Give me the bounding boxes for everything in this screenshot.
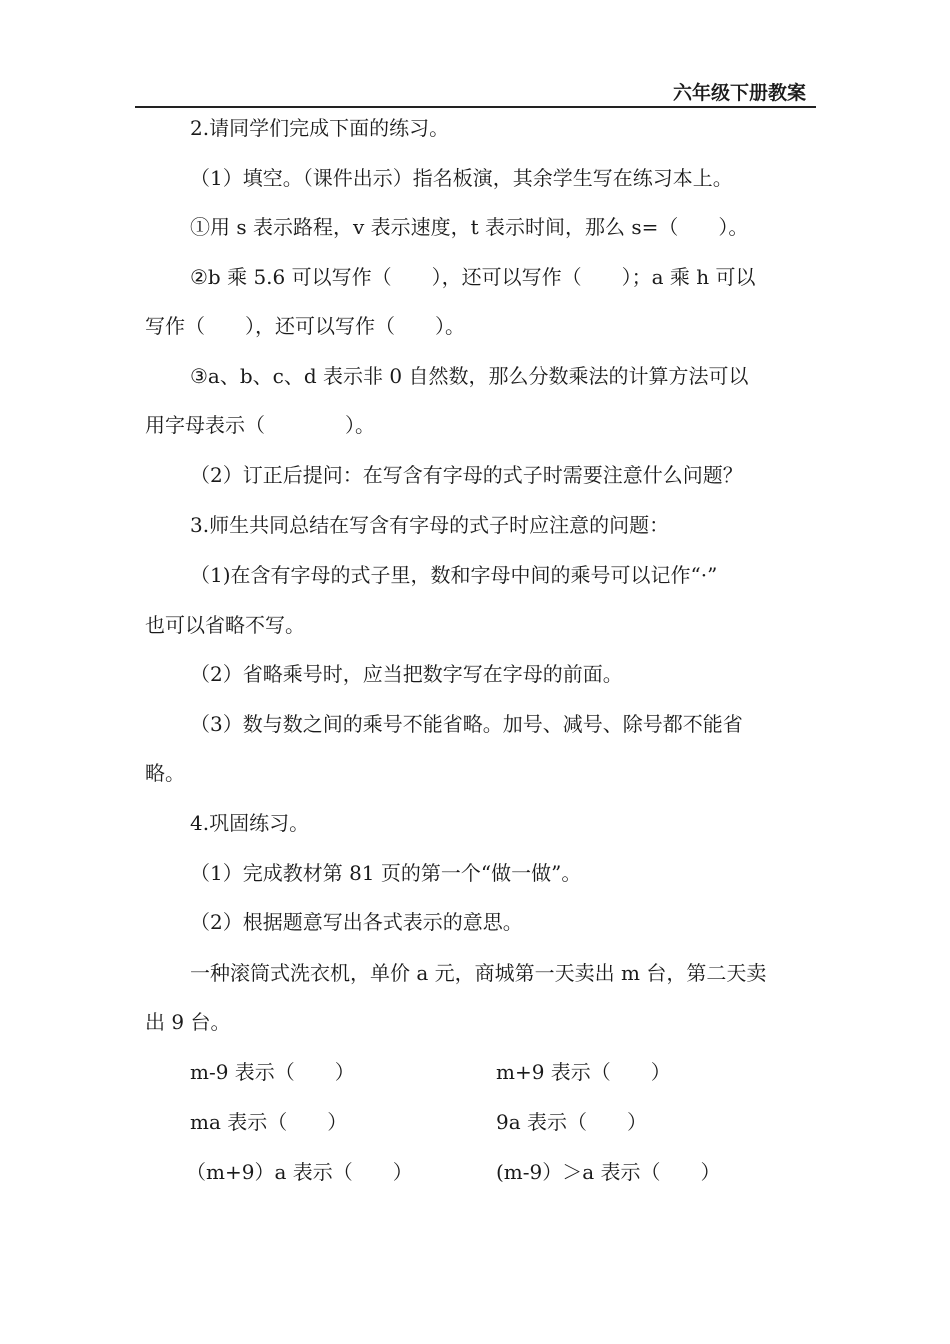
- text-line: 2.请同学们完成下面的练习。: [190, 116, 450, 140]
- header-title: 六年级下册教案: [672, 82, 806, 104]
- text-line: 略。: [145, 761, 185, 785]
- expression-left: ma 表示（ ）: [190, 1110, 348, 1134]
- text-line: ①用 s 表示路程，v 表示速度，t 表示时间，那么 s=（ ）。: [190, 215, 749, 239]
- text-line: （2）订正后提问：在写含有字母的式子时需要注意什么问题？: [190, 463, 743, 487]
- text-line: （1)在含有字母的式子里，数和字母中间的乘号可以记作“·”: [190, 563, 718, 587]
- text-line: （1）填空。（课件出示）指名板演，其余学生写在练习本上。: [190, 166, 733, 190]
- expression-right: m+9 表示（ ）: [496, 1060, 671, 1084]
- expression-left: （m+9）a 表示（ ）: [186, 1160, 413, 1184]
- text-line: （3）数与数之间的乘号不能省略。加号、减号、除号都不能省: [190, 712, 743, 736]
- text-line: 出 9 台。: [145, 1010, 231, 1034]
- text-line: （1）完成教材第 81 页的第一个“做一做”。: [190, 861, 582, 885]
- text-line: 4.巩固练习。: [190, 811, 310, 835]
- text-line: ③a、b、c、d 表示非 0 自然数，那么分数乘法的计算方法可以: [190, 364, 749, 388]
- text-line: （2）省略乘号时，应当把数字写在字母的前面。: [190, 662, 623, 686]
- text-line: ②b 乘 5.6 可以写作（ ），还可以写作（ ）；a 乘 h 可以: [190, 265, 756, 289]
- expression-left: m-9 表示（ ）: [190, 1060, 355, 1084]
- text-line: （2）根据题意写出各式表示的意思。: [190, 910, 523, 934]
- text-line: 写作（ ），还可以写作（ ）。: [145, 314, 465, 338]
- text-line: 一种滚筒式洗衣机，单价 a 元，商城第一天卖出 m 台，第二天卖: [190, 961, 767, 985]
- text-line: 也可以省略不写。: [145, 613, 305, 637]
- page-header: [135, 76, 816, 108]
- expression-right: 9a 表示（ ）: [496, 1110, 648, 1134]
- text-line: 3.师生共同总结在写含有字母的式子时应注意的问题：: [190, 513, 670, 537]
- expression-right: (m-9）＞a 表示（ ）: [496, 1160, 721, 1184]
- text-line: 用字母表示（ ）。: [145, 413, 375, 437]
